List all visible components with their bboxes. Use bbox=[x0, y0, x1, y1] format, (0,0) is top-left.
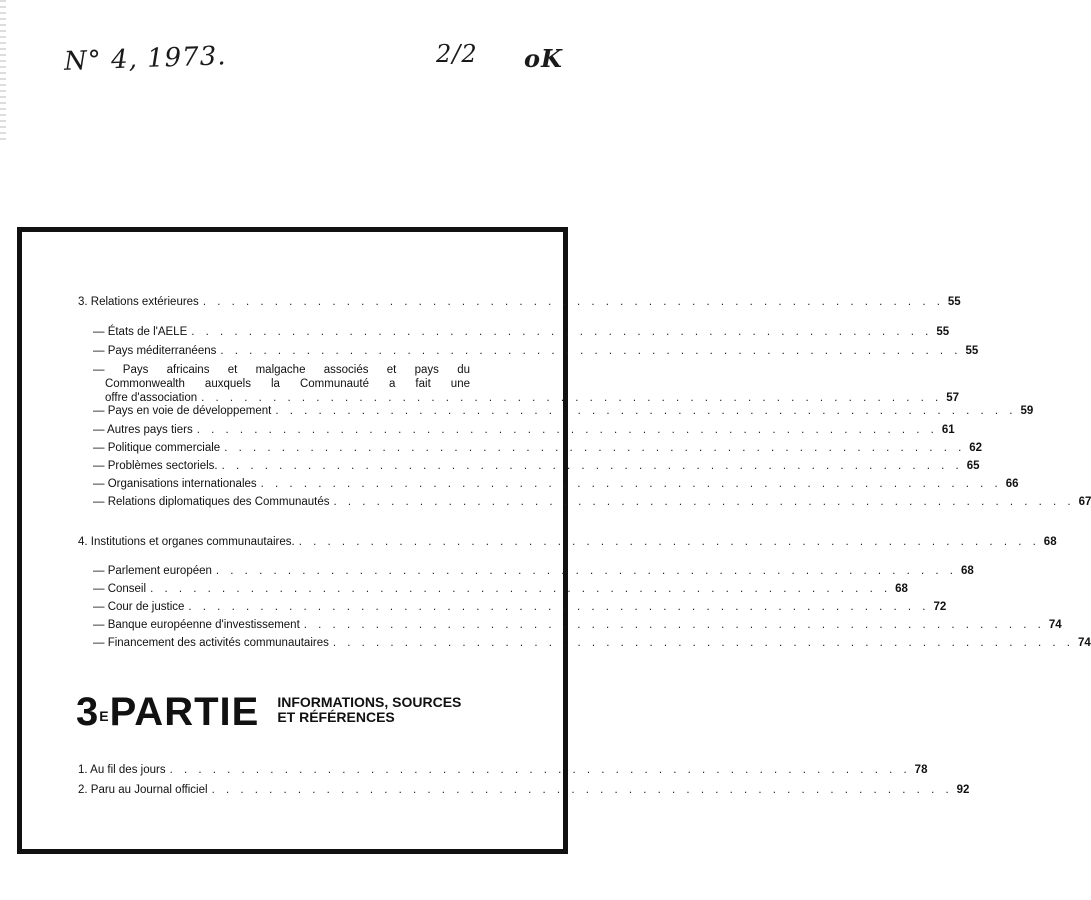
toc-item-label: — Pays en voie de développement bbox=[93, 405, 272, 417]
toc-item bbox=[93, 404, 1034, 418]
toc-item-page: 59 bbox=[1020, 405, 1034, 417]
toc-item bbox=[93, 344, 979, 358]
toc-item bbox=[93, 325, 950, 339]
toc-section-4-title: 4. Institutions et organes communautaires. bbox=[78, 536, 295, 548]
toc-item bbox=[93, 564, 974, 578]
toc-item-label: 2. Paru au Journal officiel bbox=[78, 784, 208, 796]
toc-item bbox=[93, 600, 947, 614]
dot-leader: . . . . . . . . . . . . . . . . . . . . . . . . . . . . . . . . . . . . . . . . . . . . . . . . . . . . bbox=[202, 296, 944, 308]
toc-item-label: — Banque européenne d'investissement bbox=[93, 619, 300, 631]
dot-leader: . . . . . . . . . . . . . . . . . . . . . . . . . . . . . . . . . . . . . . . . . . . . . . . . . . . . bbox=[191, 326, 933, 338]
dot-leader: . . . . . . . . . . . . . . . . . . . . . . . . . . . . . . . . . . . . . . . . . . . . . . . . . . . . bbox=[303, 619, 1045, 631]
part-3-subtitle-line2: ET RÉFÉRENCES bbox=[277, 709, 395, 725]
toc-item-label: — États de l'AELE bbox=[93, 326, 188, 338]
dot-leader: . . . . . . . . . . . . . . . . . . . . . . . . . . . . . . . . . . . . . . . . . . . . . . . . . . . . bbox=[220, 345, 962, 357]
part-3-heading bbox=[76, 692, 461, 732]
toc-item-page: 68 bbox=[961, 565, 974, 577]
toc-item-page: 66 bbox=[1005, 478, 1019, 490]
dot-leader: . . . . . . . . . . . . . . . . . . . . . . . . . . . . . . . . . . . . . . . . . . . . . . . . . . . . bbox=[332, 637, 1074, 649]
part-number: 3 bbox=[76, 690, 100, 734]
dot-leader: . . . . . . . . . . . . . . . . . . . . . . . . . . . . . . . . . . . . . . . . . . . . . . . . . . . . bbox=[275, 405, 1017, 417]
dot-leader: . . . . . . . . . . . . . . . . . . . . . . . . . . . . . . . . . . . . . . . . . . . . . . . . . . . . bbox=[211, 784, 953, 796]
handwritten-part-note: 2/2 bbox=[436, 40, 478, 68]
toc-item-page: 65 bbox=[966, 460, 980, 472]
toc-item-label: — Relations diplomatiques des Communautés bbox=[93, 496, 330, 508]
toc-item bbox=[93, 618, 1062, 632]
toc-item-label: — Pays africains et malgache associés et pays du bbox=[93, 364, 470, 376]
toc-item-page: 61 bbox=[941, 424, 955, 436]
toc-section-3-page: 55 bbox=[947, 296, 961, 308]
toc-item bbox=[93, 495, 1091, 509]
dot-leader: . . . . . . . . . . . . . . . . . . . . . . . . . . . . . . . . . . . . . . . . . . . . . . . . . . . . bbox=[201, 392, 943, 404]
scan-edge-mark bbox=[0, 0, 6, 140]
toc-item bbox=[93, 423, 955, 437]
toc-item-page: 72 bbox=[933, 601, 947, 613]
dot-leader: . . . . . . . . . . . . . . . . . . . . . . . . . . . . . . . . . . . . . . . . . . . . . . . . . . . . bbox=[224, 442, 966, 454]
toc-item-multiline bbox=[93, 363, 960, 405]
toc-item bbox=[78, 783, 970, 797]
part-3-subtitle bbox=[277, 695, 461, 725]
toc-item-label: — Problèmes sectoriels. bbox=[93, 460, 218, 472]
dot-leader: . . . . . . . . . . . . . . . . . . . . . . . . . . . . . . . . . . . . . . . . . . . . . . . . . . . . bbox=[298, 536, 1040, 548]
toc-item-label: — Parlement européen bbox=[93, 565, 212, 577]
toc-item bbox=[93, 441, 983, 455]
handwritten-ok-mark: oK bbox=[524, 44, 563, 73]
toc-item-label: — Politique commerciale bbox=[93, 442, 221, 454]
toc-item-label-line3: offre d'association bbox=[105, 392, 198, 404]
part-number-superscript: E bbox=[99, 708, 110, 724]
toc-item-page: 67 bbox=[1078, 496, 1091, 508]
toc-item-page: 55 bbox=[965, 345, 979, 357]
dot-leader: . . . . . . . . . . . . . . . . . . . . . . . . . . . . . . . . . . . . . . . . . . . . . . . . . . . . bbox=[169, 764, 911, 776]
toc-item bbox=[93, 636, 1091, 650]
toc-item-page: 92 bbox=[956, 784, 970, 796]
toc-item-label: — Financement des activités communautaires bbox=[93, 637, 329, 649]
toc-item bbox=[93, 582, 908, 596]
toc-item-label: — Cour de justice bbox=[93, 601, 185, 613]
dot-leader: . . . . . . . . . . . . . . . . . . . . . . . . . . . . . . . . . . . . . . . . . . . . . . . . . . . . bbox=[150, 583, 892, 595]
toc-item-label: — Autres pays tiers bbox=[93, 424, 193, 436]
dot-leader: . . . . . . . . . . . . . . . . . . . . . . . . . . . . . . . . . . . . . . . . . . . . . . . . . . . . bbox=[333, 496, 1075, 508]
toc-item-label-line2: Commonwealth auxquels la Communauté a fait une bbox=[105, 378, 470, 390]
toc-item-label: 1. Au fil des jours bbox=[78, 764, 166, 776]
dot-leader: . . . . . . . . . . . . . . . . . . . . . . . . . . . . . . . . . . . . . . . . . . . . . . . . . . . . bbox=[260, 478, 1002, 490]
toc-item bbox=[93, 459, 980, 473]
handwritten-issue-note: N° 4, 1973. bbox=[63, 41, 228, 77]
toc-item-page: 74 bbox=[1077, 637, 1091, 649]
toc-item bbox=[78, 763, 928, 777]
toc-section-3 bbox=[78, 295, 961, 309]
dot-leader: . . . . . . . . . . . . . . . . . . . . . . . . . . . . . . . . . . . . . . . . . . . . . . . . . . . . bbox=[215, 565, 957, 577]
toc-section-3-title: 3. Relations extérieures bbox=[78, 296, 199, 308]
toc-item-page: 74 bbox=[1048, 619, 1062, 631]
toc-item-page: 68 bbox=[895, 583, 908, 595]
part-3-subtitle-line1: INFORMATIONS, SOURCES bbox=[277, 694, 462, 710]
dot-leader: . . . . . . . . . . . . . . . . . . . . . . . . . . . . . . . . . . . . . . . . . . . . . . . . . . . . bbox=[196, 424, 938, 436]
toc-item-page: 78 bbox=[914, 764, 928, 776]
toc-item-page: 62 bbox=[969, 442, 983, 454]
dot-leader: . . . . . . . . . . . . . . . . . . . . . . . . . . . . . . . . . . . . . . . . . . . . . . . . . . . . bbox=[188, 601, 930, 613]
toc-item-label: — Organisations internationales bbox=[93, 478, 257, 490]
toc-item-page: 57 bbox=[946, 392, 960, 404]
toc-item bbox=[93, 477, 1019, 491]
toc-item-label: — Conseil bbox=[93, 583, 147, 595]
part-3-title bbox=[76, 692, 259, 732]
dot-leader: . . . . . . . . . . . . . . . . . . . . . . . . . . . . . . . . . . . . . . . . . . . . . . . . . . . . bbox=[221, 460, 963, 472]
toc-item-label: — Pays méditerranéens bbox=[93, 345, 217, 357]
toc-section-4-page: 68 bbox=[1043, 536, 1057, 548]
toc-section-4 bbox=[78, 535, 1057, 549]
toc-item-page: 55 bbox=[936, 326, 950, 338]
part-word: PARTIE bbox=[109, 690, 260, 734]
